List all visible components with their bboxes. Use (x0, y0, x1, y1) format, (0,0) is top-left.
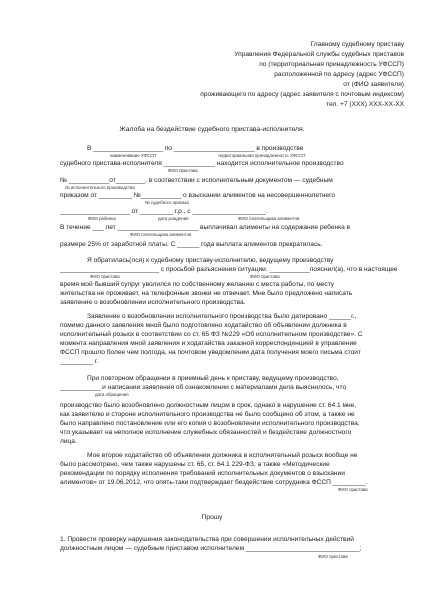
body-line: было рассмотрено, чем также нарушены ст. 65, ст. 64.1 229-ФЗ, а также «Методические (60, 461, 330, 468)
field-hint: наименование УФССП (110, 153, 157, 158)
body-line: Заявление о возобновлении исполнительного производства было датировано ______г., (87, 313, 357, 320)
body-line: помимо данного заявления мной было подготовлено ходатайство об объявлении должника в (60, 322, 347, 329)
request-heading: Прошу (201, 514, 223, 521)
body-line: что указывает на неполное исполнение служебных обязанностей и бездействие должностного (60, 429, 352, 436)
body-line: судебного пристава-исполнителя ______________ находится исполнительное производство (60, 160, 344, 167)
addressee-phone: тел. +7 (XXX) XXX-XX-XX (326, 101, 404, 108)
body-line: как заявителю и стороне исполнительного производства не было сообщено об этом, а также не (60, 411, 355, 418)
field-hint: дата обращения (95, 392, 129, 397)
body-line: жительства не проживает, на телефонные звонки не отвечает. Мне было предложено написать (60, 290, 353, 297)
body-line: В течение ___ лет ______________________ выплачивал алименты на содержание ребенка в (60, 224, 351, 231)
body-line: производство было возобновлено должностным лицом в срок, однако в нарушение ст. 64.1 мне, (60, 402, 357, 409)
addressee-line: проживающего по адресу (адрес заявителя с почтовым индексом) (200, 91, 404, 98)
field-hint: ФИО пристава (338, 487, 368, 492)
field-hint: дата рождения (158, 216, 189, 221)
request-item: 1. Провести проверку нарушения законодательства при совершении исполнительных действий (60, 536, 354, 543)
body-line: ___________ и написании заявления об ознакомлении с материалами дела выяснилось, что (60, 384, 347, 391)
document-title: Жалоба на бездействие судебного пристава-исполнителя. (119, 126, 305, 133)
body-line: алиментов» от 19.06.2012, что опять-таки подтверждает бездействие сотрудника ФССП _________. (60, 479, 368, 486)
field-hint: № судебного приказа (145, 200, 189, 205)
body-line: Мое второе ходатайство об объявлении должника в исполнительный розыск вообще не (87, 452, 358, 459)
field-hint: ФИО плательщика алиментов (238, 216, 300, 221)
addressee-line: по (территориальная принадлежность УФССП) (259, 61, 404, 68)
addressee-line: расположенной по адресу (адрес УФССП) (274, 71, 404, 78)
request-item: должностным лицом — судебным приставом исполнителем _______________________________; (60, 545, 362, 552)
body-line: ФССП прошло более чем полгода, на почтовом уведомлении дата получения моего письма стоит (60, 349, 361, 356)
body-line: лица. (60, 438, 77, 445)
addressee-line: Главному судебному приставу (310, 41, 404, 48)
body-line: В ___________________ по ______________________ в производстве (87, 145, 304, 152)
body-line: Я обратилась(лся) к судебному приставу-исполнителю, ведущему производству (87, 257, 334, 264)
field-hint: № исполнительного производства (65, 185, 135, 190)
field-hint: ФИО пристава (318, 554, 348, 559)
body-line: исполнительный розыск в соответствии со ст. 65 ФЗ №229 «Об исполнительном производстве». С (60, 331, 363, 338)
body-line: ___________________ от _________ г.р., с ____________________. (60, 208, 268, 215)
body-line: При повторном обращении в приемный день к приставу, ведущему производство, (87, 375, 339, 382)
body-line: ___________________________ с просьбой разъяснения ситуации. ___________пояснил(а), что в настоящее (60, 266, 398, 273)
field-hint: ФИО плательщика алиментов (130, 232, 192, 237)
field-hint: ФИО пристава (168, 168, 198, 173)
body-line: размере 25% от заработной платы. С ______ года выплата алиментов прекратилась. (60, 241, 323, 248)
field-hint: ФИО ребенка (88, 216, 116, 221)
body-line: приказом от _________ №___________ о взыскании алиментов на несовершеннолетнего (60, 192, 336, 199)
body-line: рекомендации по порядку исполнения требований исполнительных документов о взыскании (60, 470, 345, 477)
field-hint: ФИО пристава (250, 274, 280, 279)
body-line: № ___________от________, в соответствии с исполнительным документом — судебным (60, 177, 333, 184)
body-line: заявление о возобновлении исполнительного производства. (60, 299, 246, 306)
addressee-line: Управления Федеральной службы судебных приставов (234, 51, 404, 58)
addressee-line: от (ФИО заявителя) (343, 81, 404, 88)
field-hint: ФИО пристава (90, 274, 120, 279)
body-line: было направлено постановление или его копия о возобновлении исполнительного производства, (60, 420, 360, 427)
body-line: время мой бывший супруг уволился по собственному желанию с места работы, по месту (60, 281, 335, 288)
body-line: момента направления мной заявления и ходатайства заказной корреспонденцией в управление (60, 340, 357, 347)
body-line: _________ г. (60, 358, 99, 365)
field-hint: территориальная принадлежность УФССП (218, 153, 306, 158)
